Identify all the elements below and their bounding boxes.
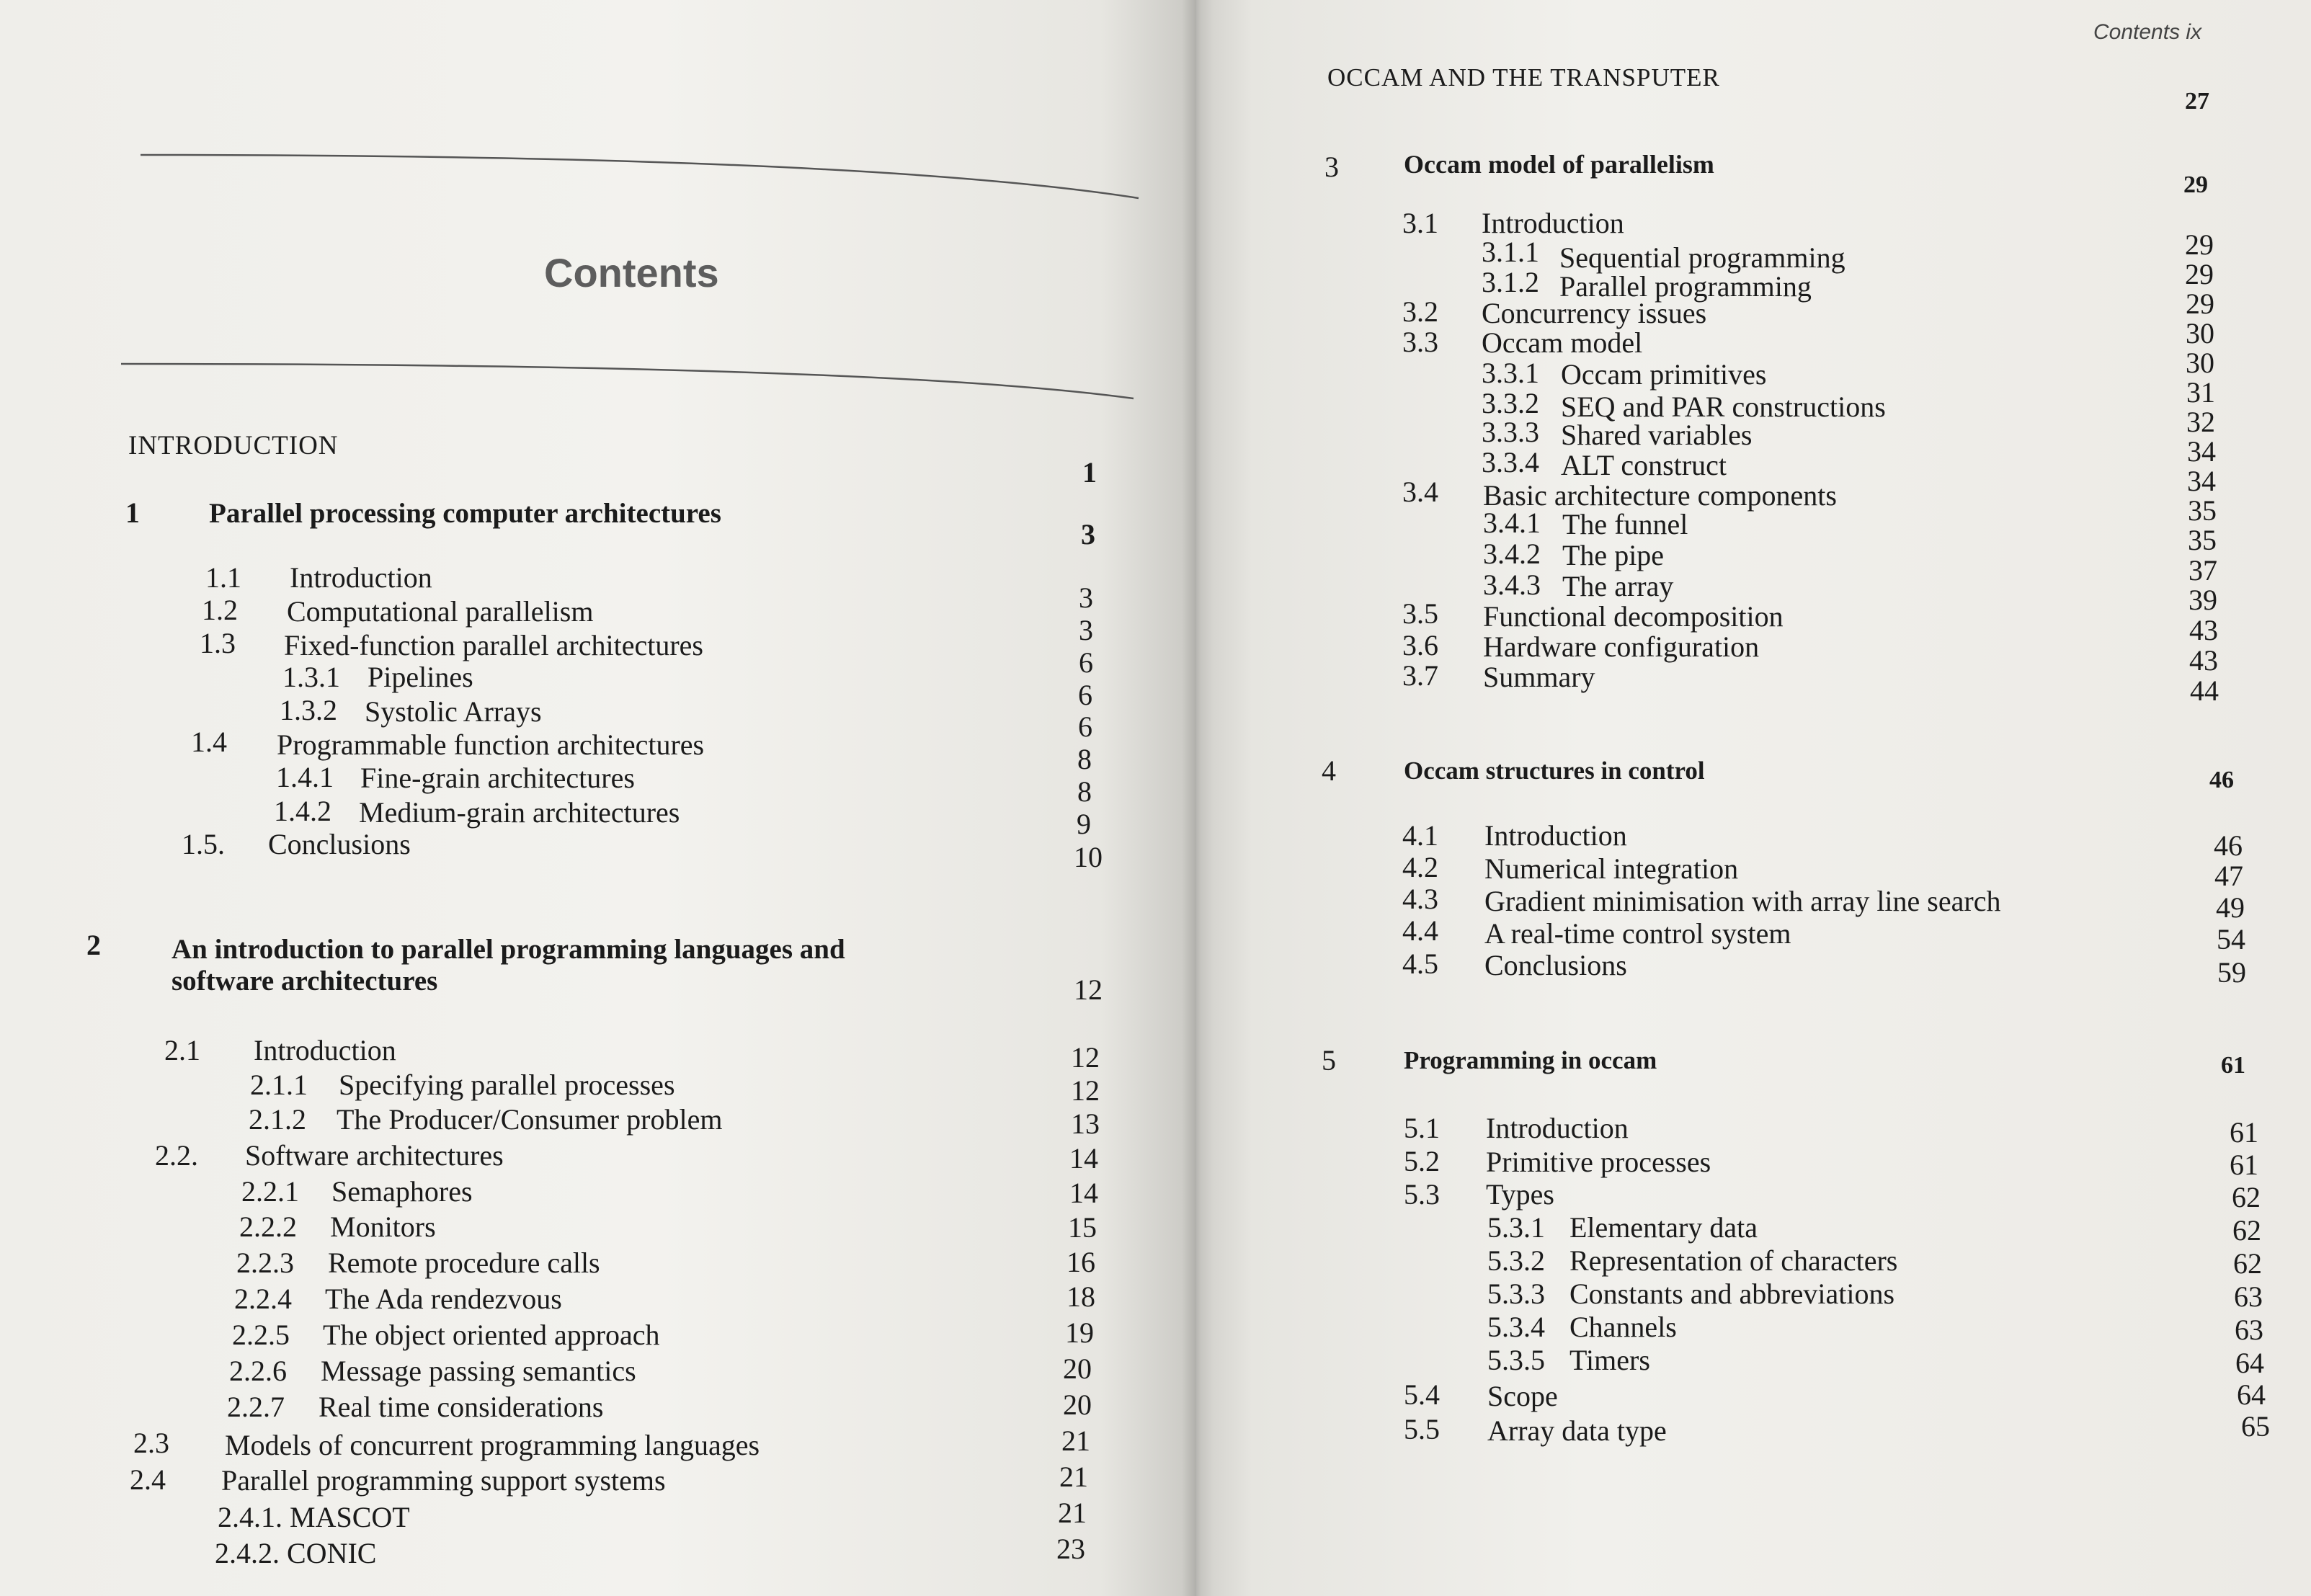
ch1-title: Parallel processing computer architectures <box>209 498 721 529</box>
toc-page: 34 <box>2187 435 2216 468</box>
toc-page: 47 <box>2214 860 2243 892</box>
toc-num: 1.3.2 <box>280 694 337 726</box>
toc-label: Introduction <box>290 561 432 594</box>
title-rule-top <box>141 148 1142 205</box>
toc-num: 1.4.2 <box>274 795 331 827</box>
toc-page: 23 <box>1056 1533 1085 1565</box>
toc-page: 64 <box>2237 1378 2266 1411</box>
toc-page: 61 <box>2230 1149 2258 1181</box>
toc-num: 5.4 <box>1404 1378 1440 1411</box>
toc-label: Software architectures <box>245 1139 504 1172</box>
toc-page: 21 <box>1061 1425 1090 1457</box>
toc-label: Introduction <box>1484 819 1627 852</box>
part-heading-introduction: INTRODUCTION <box>128 431 339 460</box>
toc-page: 43 <box>2189 644 2218 677</box>
toc-page: 21 <box>1058 1497 1087 1529</box>
ch5-number: 5 <box>1322 1044 1336 1076</box>
toc-num: 2.2.3 <box>236 1247 294 1279</box>
toc-num: 3.1.1 <box>1482 236 1539 268</box>
toc-num: 5.2 <box>1404 1145 1440 1177</box>
toc-label: Channels <box>1569 1311 1677 1343</box>
toc-label: The funnel <box>1562 508 1688 540</box>
toc-label: Occam primitives <box>1561 358 1767 391</box>
toc-label: The Producer/Consumer problem <box>337 1103 723 1136</box>
toc-num: 4.4 <box>1402 914 1438 947</box>
toc-label: Conclusions <box>1484 949 1627 981</box>
toc-page: 37 <box>2188 554 2217 587</box>
toc-page: 20 <box>1063 1352 1092 1385</box>
toc-label: The pipe <box>1562 539 1665 571</box>
ch3-title: Occam model of parallelism <box>1404 150 1714 179</box>
toc-num: 4.1 <box>1402 819 1438 852</box>
toc-label: Real time considerations <box>319 1391 604 1423</box>
toc-label: Scope <box>1487 1380 1558 1412</box>
toc-num: 5.3.5 <box>1487 1344 1545 1376</box>
toc-page: 29 <box>2185 258 2214 290</box>
toc-label: Conclusions <box>268 828 411 860</box>
toc-label: 2.4.2. CONIC <box>215 1537 377 1569</box>
toc-page: 21 <box>1059 1461 1088 1493</box>
toc-label: Introduction <box>1486 1112 1629 1144</box>
toc-label: Pipelines <box>368 661 473 693</box>
toc-num: 5.3.4 <box>1487 1311 1545 1343</box>
toc-num: 5.5 <box>1404 1413 1440 1445</box>
toc-label: The Ada rendezvous <box>325 1283 562 1315</box>
toc-label: Fine-grain architectures <box>360 762 635 794</box>
toc-page: 62 <box>2232 1214 2261 1247</box>
toc-label: Monitors <box>330 1211 436 1243</box>
toc-page: 3 <box>1079 581 1093 614</box>
toc-label: Message passing semantics <box>321 1355 636 1387</box>
toc-num: 3.4.1 <box>1483 507 1541 539</box>
toc-page: 32 <box>2186 406 2215 438</box>
toc-label: Elementary data <box>1569 1211 1758 1244</box>
toc-page: 12 <box>1071 1041 1100 1074</box>
toc-num: 4.3 <box>1402 883 1438 915</box>
ch2-number: 2 <box>86 929 101 961</box>
part-page: 1 <box>1082 456 1097 489</box>
toc-label: Semaphores <box>331 1175 473 1208</box>
toc-num: 3.2 <box>1402 295 1438 328</box>
ch5-page: 61 <box>2221 1052 2245 1079</box>
toc-page: 8 <box>1077 743 1092 775</box>
ch2-title-line2: software architectures <box>172 966 438 997</box>
toc-page: 35 <box>2188 494 2217 527</box>
toc-page: 46 <box>2214 829 2243 862</box>
toc-label: Array data type <box>1487 1414 1667 1447</box>
toc-page: 65 <box>2241 1410 2270 1443</box>
toc-page: 61 <box>2230 1116 2258 1149</box>
toc-label: Systolic Arrays <box>365 695 542 728</box>
toc-label: 2.4.1. MASCOT <box>218 1501 410 1533</box>
toc-num: 3.4.2 <box>1483 538 1541 570</box>
toc-label: Shared variables <box>1561 419 1753 451</box>
toc-page: 12 <box>1071 1074 1100 1107</box>
toc-label: Gradient minimisation with array line search <box>1484 885 2001 917</box>
toc-num: 1.2 <box>202 594 238 626</box>
toc-page: 63 <box>2235 1314 2263 1346</box>
toc-page: 29 <box>2186 287 2214 320</box>
toc-num: 1.4.1 <box>276 761 334 793</box>
toc-num: 3.3.4 <box>1482 446 1539 478</box>
toc-label: Introduction <box>1482 207 1624 239</box>
toc-label: A real-time control system <box>1484 917 1791 950</box>
toc-page: 63 <box>2234 1280 2263 1313</box>
toc-label: Numerical integration <box>1484 852 1739 885</box>
ch1-page: 3 <box>1081 518 1095 550</box>
toc-num: 2.2.7 <box>227 1391 285 1423</box>
toc-num: 5.3.2 <box>1487 1244 1545 1277</box>
toc-label: Timers <box>1569 1344 1650 1376</box>
toc-num: 2.2.1 <box>241 1175 299 1208</box>
toc-num: 3.3.3 <box>1482 416 1539 448</box>
toc-num: 1.3.1 <box>282 661 340 693</box>
toc-page: 16 <box>1067 1246 1095 1278</box>
toc-num: 3.4 <box>1402 476 1438 508</box>
toc-num: 2.2.4 <box>234 1283 292 1315</box>
toc-page: 18 <box>1067 1280 1095 1313</box>
toc-page: 13 <box>1071 1107 1100 1140</box>
toc-num: 2.2. <box>155 1139 198 1172</box>
toc-page: 14 <box>1069 1177 1098 1209</box>
toc-label: Primitive processes <box>1486 1146 1711 1178</box>
toc-page: 64 <box>2235 1347 2264 1379</box>
toc-num: 3.1 <box>1402 207 1438 239</box>
toc-num: 2.3 <box>133 1427 169 1459</box>
toc-label: SEQ and PAR constructions <box>1561 391 1886 423</box>
ch4-number: 4 <box>1322 754 1336 787</box>
toc-label: Occam model <box>1482 326 1643 359</box>
toc-page: 34 <box>2187 465 2216 497</box>
toc-page: 30 <box>2186 317 2214 349</box>
toc-label: Computational parallelism <box>287 595 594 628</box>
toc-page: 35 <box>2188 524 2217 556</box>
toc-label: Parallel programming support systems <box>221 1464 666 1497</box>
toc-num: 5.1 <box>1404 1112 1440 1144</box>
ch3-page: 29 <box>2183 171 2208 198</box>
toc-label: Models of concurrent programming languages <box>225 1429 760 1461</box>
toc-page: 30 <box>2186 347 2214 379</box>
toc-num: 3.3 <box>1402 326 1438 358</box>
toc-num: 3.4.3 <box>1483 569 1541 601</box>
toc-num: 3.7 <box>1402 659 1438 692</box>
toc-label: Sequential programming <box>1559 241 1845 274</box>
toc-label: Specifying parallel processes <box>339 1069 675 1101</box>
book-gutter <box>1182 0 1214 1596</box>
toc-label: Summary <box>1483 661 1595 693</box>
toc-label: Introduction <box>254 1034 396 1066</box>
toc-label: Concurrency issues <box>1482 297 1707 329</box>
toc-page: 54 <box>2217 923 2245 955</box>
running-header: Contents ix <box>2093 20 2202 44</box>
toc-page: 39 <box>2188 584 2217 616</box>
toc-label: Medium-grain architectures <box>359 796 680 829</box>
toc-page: 19 <box>1065 1316 1094 1349</box>
toc-num: 5.3.1 <box>1487 1211 1545 1244</box>
toc-page: 10 <box>1074 841 1103 873</box>
ch2-title-line1: An introduction to parallel programming languages and <box>172 934 845 965</box>
toc-num: 1.4 <box>191 726 227 758</box>
toc-page: 31 <box>2186 376 2215 409</box>
toc-page: 8 <box>1077 775 1092 808</box>
toc-label: ALT construct <box>1561 449 1727 481</box>
part-page: 27 <box>2185 88 2209 115</box>
ch3-number: 3 <box>1324 151 1339 183</box>
toc-num: 4.5 <box>1402 948 1438 980</box>
toc-label: Basic architecture components <box>1483 479 1837 512</box>
toc-num: 2.1.2 <box>249 1103 306 1136</box>
ch4-page: 46 <box>2209 767 2234 793</box>
toc-page: 3 <box>1079 614 1093 646</box>
toc-num: 2.2.5 <box>232 1319 290 1351</box>
toc-page: 44 <box>2190 674 2219 707</box>
toc-num: 5.3.3 <box>1487 1278 1545 1310</box>
right-page <box>1196 0 2311 1596</box>
toc-num: 2.4 <box>130 1463 166 1496</box>
ch5-title: Programming in occam <box>1404 1046 1657 1074</box>
ch2-page: 12 <box>1074 973 1103 1006</box>
toc-num: 4.2 <box>1402 851 1438 883</box>
toc-label: Hardware configuration <box>1483 630 1760 663</box>
toc-label: Constants and abbreviations <box>1569 1278 1895 1310</box>
toc-num: 5.3 <box>1404 1178 1440 1211</box>
toc-label: Remote procedure calls <box>328 1247 600 1279</box>
toc-page: 6 <box>1078 679 1092 711</box>
toc-page: 49 <box>2216 891 2245 924</box>
page-title: Contents <box>544 250 719 295</box>
toc-page: 62 <box>2232 1181 2261 1213</box>
toc-page: 59 <box>2217 956 2246 989</box>
toc-label: The array <box>1562 570 1674 602</box>
toc-page: 9 <box>1077 808 1091 840</box>
toc-num: 1.3 <box>200 627 236 659</box>
toc-num: 2.1 <box>164 1034 200 1066</box>
toc-label: Types <box>1486 1178 1554 1211</box>
toc-num: 1.1 <box>205 561 241 594</box>
toc-num: 3.1.2 <box>1482 266 1539 298</box>
toc-page: 6 <box>1079 646 1093 679</box>
toc-num: 2.1.1 <box>250 1069 308 1101</box>
toc-page: 15 <box>1068 1211 1097 1244</box>
ch4-title: Occam structures in control <box>1404 757 1705 785</box>
toc-page: 6 <box>1078 710 1092 743</box>
toc-label: Fixed-function parallel architectures <box>284 629 703 661</box>
toc-num: 2.2.2 <box>239 1211 297 1243</box>
toc-page: 43 <box>2189 614 2218 646</box>
toc-num: 3.3.2 <box>1482 387 1539 419</box>
toc-page: 14 <box>1069 1142 1098 1174</box>
toc-num: 2.2.6 <box>229 1355 287 1387</box>
toc-label: Functional decomposition <box>1483 600 1784 633</box>
toc-page: 20 <box>1063 1388 1092 1421</box>
toc-page: 29 <box>2185 228 2214 261</box>
toc-label: The object oriented approach <box>323 1319 660 1351</box>
ch1-number: 1 <box>125 496 140 529</box>
toc-num: 3.5 <box>1402 597 1438 630</box>
toc-page: 62 <box>2233 1247 2262 1280</box>
title-rule-bottom <box>121 357 1144 407</box>
toc-num: 1.5. <box>182 828 225 860</box>
toc-label: Programmable function architectures <box>277 728 705 761</box>
part-heading-occam: OCCAM AND THE TRANSPUTER <box>1327 63 1720 92</box>
toc-label: Representation of characters <box>1569 1244 1898 1277</box>
toc-num: 3.6 <box>1402 629 1438 661</box>
toc-num: 3.3.1 <box>1482 357 1539 389</box>
toc-label: Parallel programming <box>1559 270 1812 303</box>
